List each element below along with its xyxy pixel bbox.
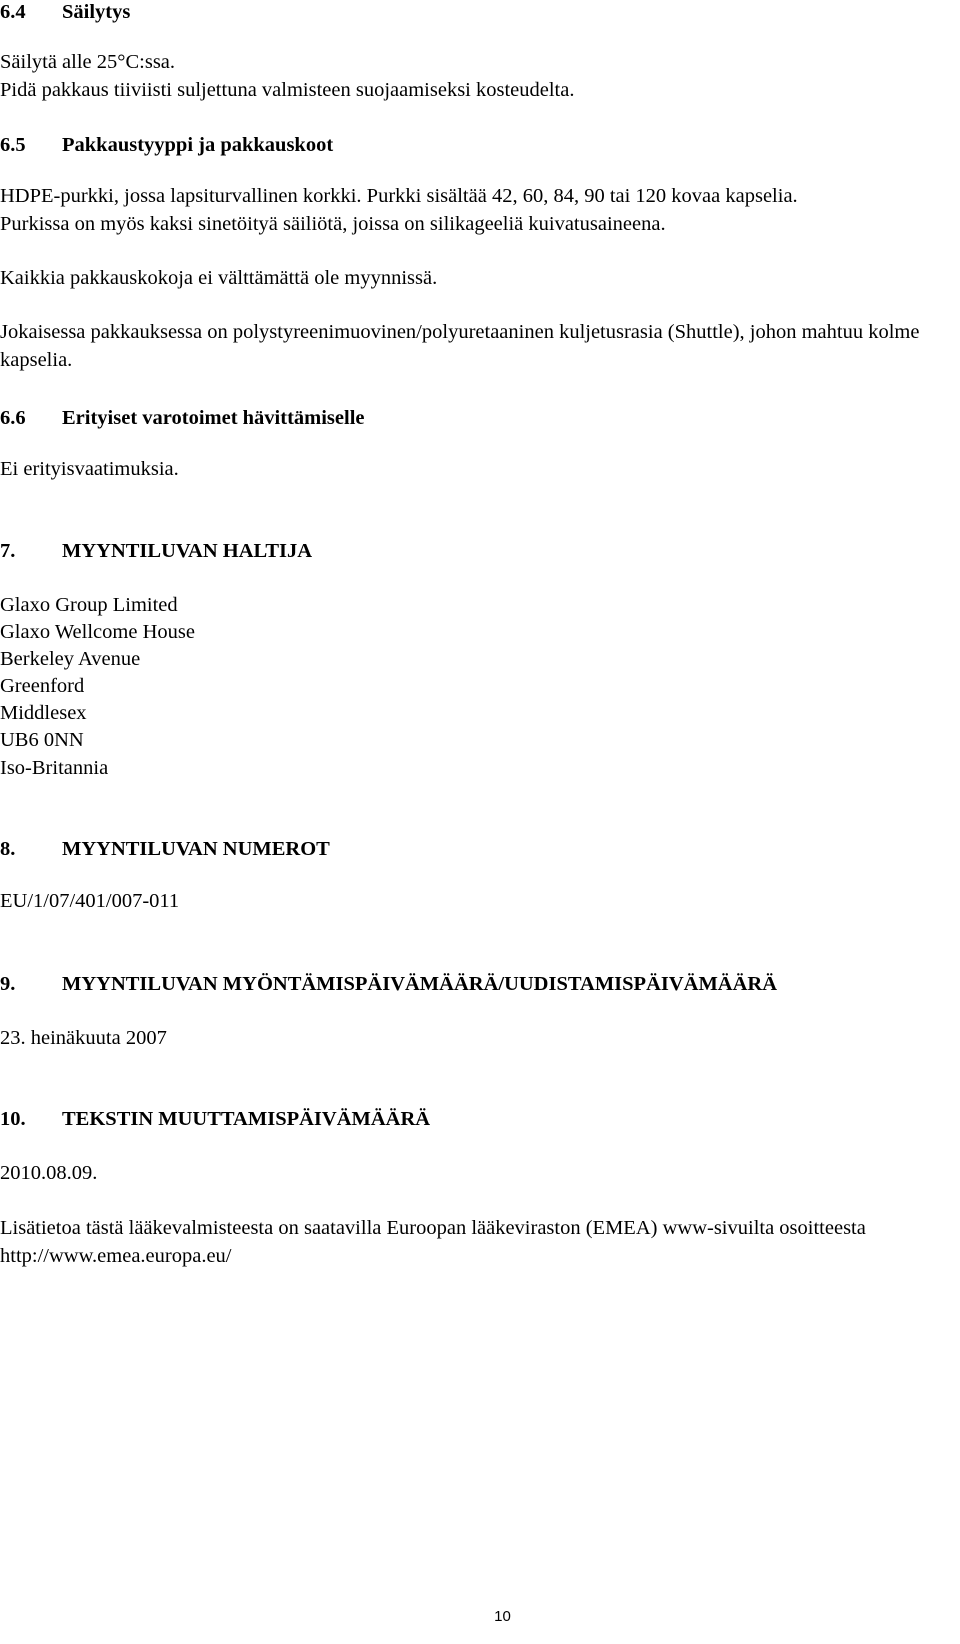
section-title: TEKSTIN MUUTTAMISPÄIVÄMÄÄRÄ bbox=[62, 1108, 431, 1130]
disposal-text: Ei erityisvaatimuksia. bbox=[0, 458, 179, 480]
ema-info-text: Lisätietoa tästä lääkevalmisteesta on saatavilla Euroopan lääkeviraston (EMEA) www-sivuilta osoitteesta http://www.emea.europa.eu/ bbox=[0, 1217, 866, 1267]
section-heading-9 bbox=[0, 970, 958, 998]
address-line: UB6 0NN bbox=[0, 729, 84, 751]
authorisation-numbers-text: EU/1/07/401/007-011 bbox=[0, 890, 180, 912]
section-title: Säilytys bbox=[62, 1, 131, 23]
section-heading-10 bbox=[0, 1105, 958, 1133]
address-line: Middlesex bbox=[0, 702, 87, 724]
address-line: Iso-Britannia bbox=[0, 757, 109, 779]
address-line: Greenford bbox=[0, 675, 85, 697]
section-number: 7. bbox=[0, 540, 16, 562]
section-heading-7 bbox=[0, 537, 958, 565]
address-line: Glaxo Wellcome House bbox=[0, 621, 195, 643]
section-heading-6-4 bbox=[0, 0, 958, 26]
section-number: 6.6 bbox=[0, 407, 26, 429]
storage-moisture-text: Pidä pakkaus tiiviisti suljettuna valmisteen suojaamiseksi kosteudelta. bbox=[0, 79, 575, 101]
section-title: MYYNTILUVAN HALTIJA bbox=[62, 540, 313, 562]
container-description-line2: Purkissa on myös kaksi sinetöityä säiliötä, joissa on silikageeliä kuivatusaineena. bbox=[0, 213, 666, 235]
section-heading-6-5 bbox=[0, 131, 958, 159]
section-number: 6.5 bbox=[0, 134, 26, 156]
pack-size-availability-text: Kaikkia pakkauskokoja ei välttämättä ole myynnissä. bbox=[0, 267, 438, 289]
section-heading-6-6 bbox=[0, 404, 958, 432]
section-title: MYYNTILUVAN NUMEROT bbox=[62, 838, 330, 860]
section-title: Erityiset varotoimet hävittämiselle bbox=[62, 407, 365, 429]
shuttle-description-text: Jokaisessa pakkauksessa on polystyreenimuovinen/polyuretaaninen kuljetusrasia (Shuttle), johon mahtuu kolme kapselia. bbox=[0, 321, 920, 371]
revision-date-text: 2010.08.09. bbox=[0, 1162, 98, 1184]
section-number: 10. bbox=[0, 1108, 26, 1130]
authorisation-date-text: 23. heinäkuuta 2007 bbox=[0, 1027, 167, 1049]
section-title: Pakkaustyyppi ja pakkauskoot bbox=[62, 134, 334, 156]
section-number: 9. bbox=[0, 973, 16, 995]
address-line: Glaxo Group Limited bbox=[0, 594, 178, 616]
section-number: 8. bbox=[0, 838, 16, 860]
section-heading-8 bbox=[0, 835, 958, 863]
section-title: MYYNTILUVAN MYÖNTÄMISPÄIVÄMÄÄRÄ/UUDISTAMISPÄIVÄMÄÄRÄ bbox=[62, 973, 778, 995]
address-line: Berkeley Avenue bbox=[0, 648, 141, 670]
container-description-line1: HDPE-purkki, jossa lapsiturvallinen korkki. Purkki sisältää 42, 60, 84, 90 tai 120 kovaa kapselia. bbox=[0, 185, 798, 207]
page-number: 10 bbox=[494, 1608, 511, 1625]
storage-temperature-text: Säilytä alle 25°C:ssa. bbox=[0, 51, 176, 73]
section-number: 6.4 bbox=[0, 1, 26, 23]
